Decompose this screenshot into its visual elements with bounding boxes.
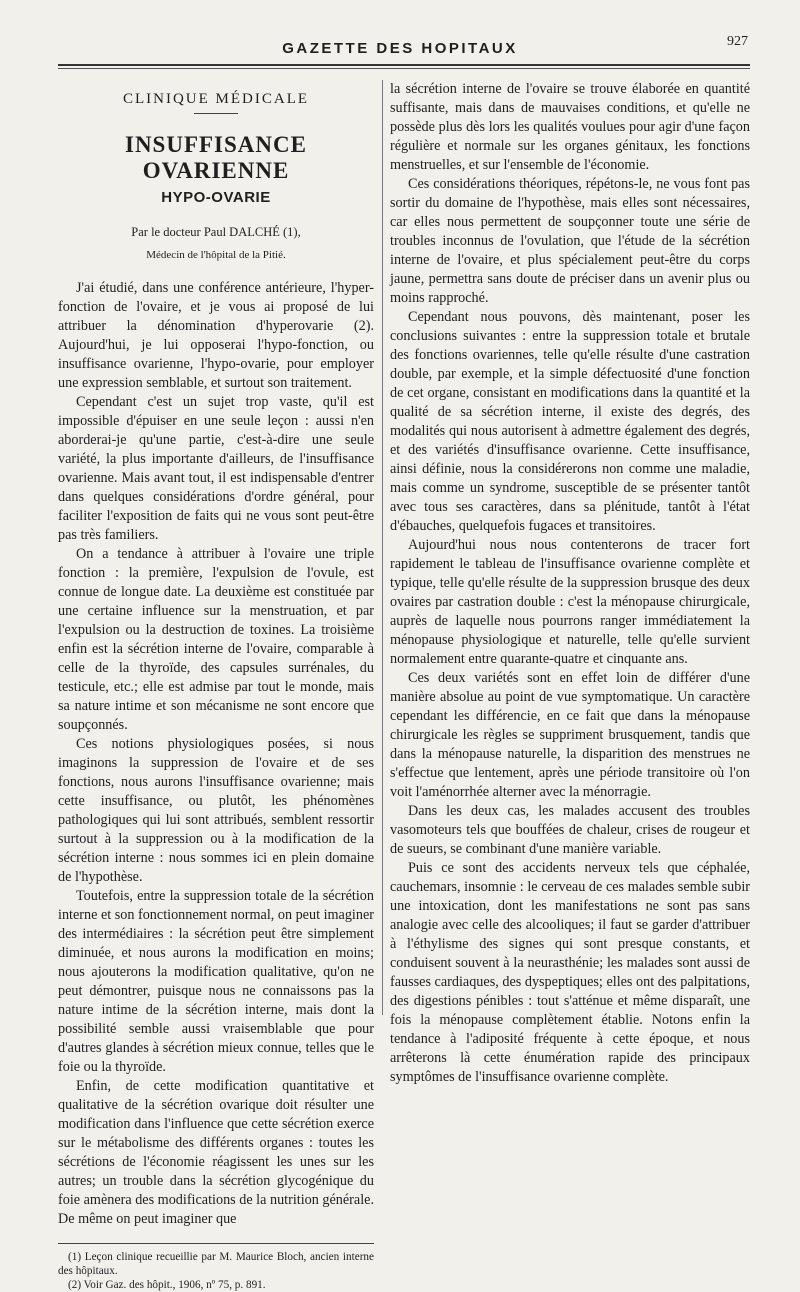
paragraph: Puis ce sont des accidents nerveux tels que céphalée, cauchemars, insomnie : le cerveau de ces malades semble subir une intoxication, dont les manifestations ne sont pas sans analogie avec celle des alcooliques; il faut se garder d'attribuer à l'éthylisme des signes qui sont presque constants, et conduisent souvent à la neurasthénie; les malades sont aussi de fausses cardiaques, des dyspeptiques; elles ont des palpitations, des digestions pénibles : tout s'atténue et même disparaît, une fois la ménopause complètement établie. Notons enfin la tendance à l'adiposité fréquente à cette époque, et nous arrêterons là cette énumération rapide des principaux symptômes de l'insuffisance ovarienne complète. <box>390 860 750 1085</box>
paragraph: Ces notions physiologiques posées, si nous imaginons la suppression de l'ovaire et de ses fonctions, nous aurons l'insuffisance ovarienne; mais cette insuffisance, ou plutôt, les phénomènes pathologiques qui lui sont attribués, semblent ressortir surtout à la suppression ou à la modification de la sécrétion interne : nous sommes ici en plein domaine de l'hypothèse. <box>58 736 374 885</box>
article-subtitle: HYPO-OVARIE <box>161 189 271 206</box>
page-number: 927 <box>727 34 748 49</box>
paragraph: Toutefois, entre la suppression totale de la sécrétion interne et son fonctionnement normal, on peut imaginer des intermédiaires : la sécrétion peut être simplement diminuée, et nous aurons la modification en moins; nous ajouterons la modification qualitative, qu'on ne peut démontrer, puisque nous ne connaissons pas la nature intime de la sécrétion interne, mais dont la possibilité semble aussi vraisemblable que pour d'autres glandes à sécrétion mieux connue, telles que le foie ou la thyroïde. <box>58 888 374 1075</box>
left-column <box>58 80 374 1292</box>
paragraph: Cependant c'est un sujet trop vaste, qu'il est impossible d'épuiser en une seule leçon : aussi n'en aborderai-je qu'une partie, c'est-à-dire une seule variété, la plus importante d'ailleurs, de l'insuffisance ovarienne. Mais avant tout, il est indispensable d'entrer dans quelques considérations d'ordre général, pour faciliter l'exposition de faits qui ne vous sont peut-être pas très familiers. <box>58 394 374 543</box>
section-label: CLINIQUE MÉDICALE <box>122 91 310 107</box>
footnote-rule <box>58 1243 374 1244</box>
paragraph: Enfin, de cette modification quantitative et qualitative de la sécrétion ovarique doit résulter une modification dans l'influence que cette sécrétion exerce sur le métabolisme des différents organes : toutes les sécrétions de l'économie réagissent les unes sur les autres; un trouble dans la sécrétion glycogénique du foie amènera des modifications de la nutrition générale. De même on peut imaginer que <box>58 1078 374 1227</box>
author-affiliation: Médecin de l'hôpital de la Pitié. <box>146 249 286 261</box>
paragraph: Ces deux variétés sont en effet loin de différer d'une manière absolue au point de vue symptomatique. Un caractère cependant les différencie, en ce fait que dans la ménopause chirurgicale les règles se suppriment brusquement, tandis que dans la ménopause naturelle, la disparition des menstrues ne s'effectue que lentement, après une période transitoire où l'on voit l'aménorrhée alterner avec la ménorragie. <box>390 670 750 800</box>
column-divider <box>382 80 383 1015</box>
header-rule-thin <box>58 68 750 69</box>
header-rule <box>58 64 750 66</box>
paragraph: Dans les deux cas, les malades accusent des troubles vasomoteurs tels que bouffées de chaleur, crises de rougeur et de sueurs, se combinant d'une manière variable. <box>390 803 750 857</box>
paragraph: Cependant nous pouvons, dès maintenant, poser les conclusions suivantes : entre la suppression totale et brutale des fonctions ovariennes, telle qu'elle résulte d'une castration double, par exemple, et la simple défectuosité d'une fonction de cet organe, consistant en modifications dans la quantité et la qualité de sa sécrétion interne, il existe des degrés, des modalités qui nous autorisent à admettre également des degrés, et des variétés d'insuffisance ovarienne. Cette insuffisance, ainsi définie, nous la considérerons non comme une maladie, mais comme un syndrome, susceptible de se présenter tantôt avec tous ses caractères, dans sa plénitude, tantôt à l'état d'ébauches, quelquefois fugaces et transitoires. <box>390 309 750 534</box>
paragraph: la sécrétion interne de l'ovaire se trouve élaborée en quantité suffisante, mais dans de mauvaises conditions, et qu'elle ne possède plus dès lors les qualités voulues pour agir d'une façon régulière et normale sur les organes génitaux, les fonctions menstruelles, et sur l'ensemble de l'économie. <box>390 81 750 173</box>
right-column <box>390 80 750 1087</box>
paragraph: Aujourd'hui nous nous contenterons de tracer fort rapidement le tableau de l'insuffisance ovarienne complète et typique, telle qu'elle résulte de la suppression brusque des deux ovaires par castration double : c'est la ménopause chirurgicale, auprès de laquelle nous pourrons ranger immédiatement la ménopause physiologique et naturelle, telle qu'elle survient normalement entre quarante-quatre et cinquante ans. <box>390 537 750 667</box>
section-rule <box>194 113 238 114</box>
paragraph: J'ai étudié, dans une conférence antérieure, l'hyper-fonction de l'ovaire, et je vous ai proposé de lui attribuer la dénomination d'hyperovarie (2). Aujourd'hui, je lui opposerai l'hypo-fonction, ou insuffisance ovarienne, l'hypo-ovarie, pour employer une expression semblable, et surtout son traitement. <box>58 280 374 391</box>
byline: Par le docteur Paul DALCHÉ (1), <box>131 225 301 239</box>
footnote: (1) Leçon clinique recueillie par M. Maurice Bloch, ancien interne des hôpitaux. <box>58 1251 374 1277</box>
running-title: GAZETTE DES HOPITAUX <box>282 40 518 57</box>
paragraph: Ces considérations théoriques, répétons-le, ne vous font pas sortir du domaine de l'hypothèse, mais elles sont nécessaires, car elles nous permettent de soupçonner toute une série de troubles inconnus de l'ovulation, que l'étude de la sécrétion interne de l'ovaire, et plus spécialement peut-être du corps jaune, permettra sans doute de préciser dans un avenir plus ou moins rapproché. <box>390 176 750 306</box>
paragraph: On a tendance à attribuer à l'ovaire une triple fonction : la première, l'expulsion de l'ovule, est connue de longue date. La deuxième est constituée par une certaine influence sur la menstruation, et par l'expulsion ou la destruction de toxines. La troisième enfin est la sécrétion interne de l'ovaire, comparable à celle de la thyroïde, des capsules surrénales, du testicule, etc.; elle est admise par tout le monde, mais sa nature intime et son mécanisme ne sont encore que soupçonnés. <box>58 546 374 733</box>
footnote: (2) Voir Gaz. des hôpit., 1906, nº 75, p. 891. <box>68 1279 266 1291</box>
article-title: INSUFFISANCE OVARIENNE <box>125 132 307 183</box>
